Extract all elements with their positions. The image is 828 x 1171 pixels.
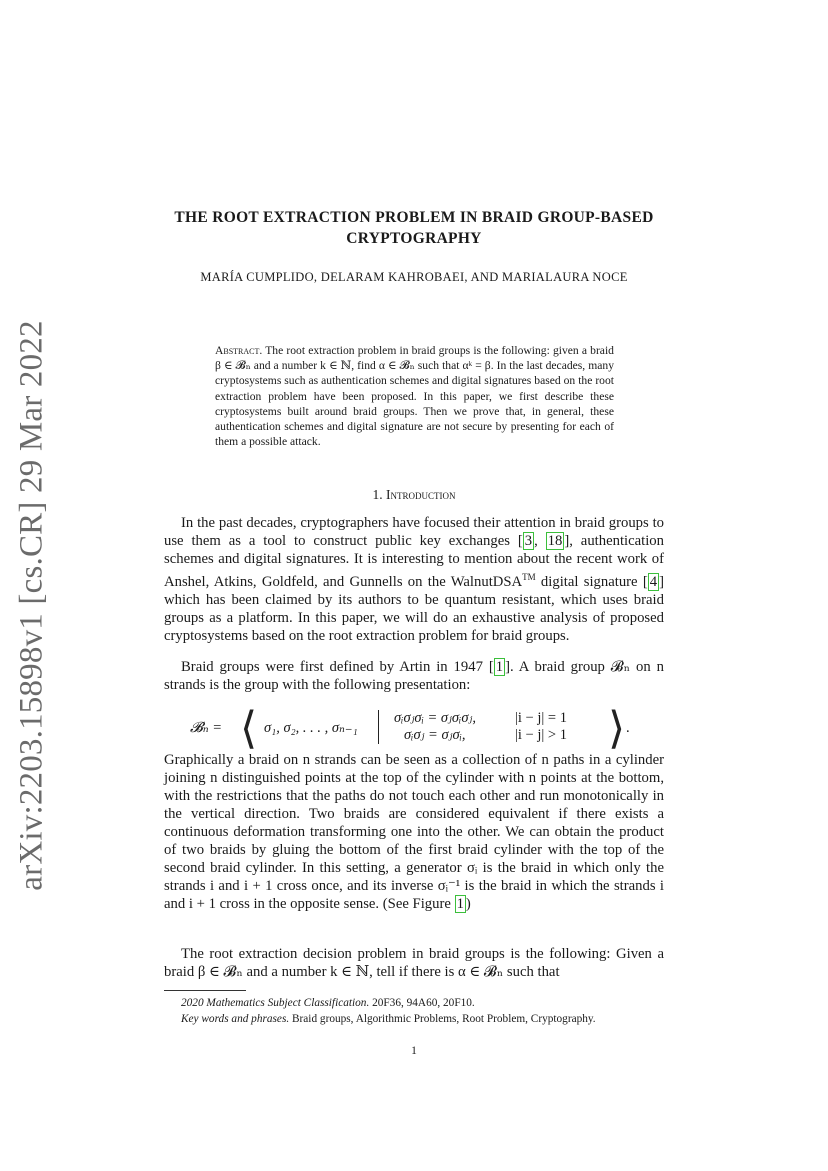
arxiv-id-text: arXiv:2203.15898v1 [cs.CR] 29 Mar 2022	[13, 319, 50, 891]
body-paragraph-4: The root extraction decision problem in braid groups is the following: Given a braid β ∈ 𝓑ₙ and a number k ∈ ℕ, tell if there is α ∈ 𝓑ₙ such that	[164, 946, 664, 980]
section-title: Introduction	[386, 487, 456, 502]
citation-link[interactable]: 18	[547, 533, 563, 549]
right-angle-bracket: ⟩	[608, 704, 626, 753]
keywords-footnote	[164, 1012, 664, 1027]
relation-condition: |i − j| > 1	[515, 727, 567, 743]
text-run: ] which has been claimed by its authors to be quantum resistant, which uses braid groups as a platform. In this paper, we will do an exhaustive analysis of proposed cryptosystems based on the root extraction problem for braid groups.	[164, 573, 664, 644]
trademark-superscript: TM	[522, 572, 536, 582]
citation-link[interactable]: 3	[524, 533, 533, 549]
text-run: Braid groups were first defined by Artin in 1947 [	[181, 659, 494, 675]
arxiv-stamp	[12, 319, 52, 891]
body-paragraph-3	[164, 751, 664, 913]
commutation-relation: σᵢσⱼ = σⱼσᵢ,	[404, 727, 466, 743]
relation-condition: |i − j| = 1	[515, 710, 567, 726]
left-angle-bracket: ⟨	[240, 704, 258, 753]
braid-group-presentation	[190, 704, 650, 753]
figure-link[interactable]: 1	[456, 896, 464, 912]
text-run: )	[465, 896, 471, 912]
text-run: In the past decades, cryptographers have focused their attention in braid groups to use them as a tool to construct public key exchanges [	[164, 515, 664, 549]
equation-lhs: 𝓑ₙ =	[190, 720, 223, 736]
abstract	[215, 343, 614, 449]
paper-title: THE ROOT EXTRACTION PROBLEM IN BRAID GROUP-BASED CRYPTOGRAPHY	[174, 209, 654, 247]
citation-link[interactable]: 1	[495, 659, 504, 675]
intro-paragraph-1: In the past decades, cryptographers have focused their attention in braid groups to use them as a tool to construct public key exchanges [ 3 , 18 ], authentication schemes and digital signatures. It is interesting to mention about the recent work of Anshel, Atkins, Goldfeld, and Gunnells on the WalnutDSA™ digital signature [ 4 ] which has been claimed by its authors to be quantum resistant, which uses braid groups as a platform. In this paper, we will do an exhaustive analysis of proposed cryptosystems based on the root extraction problem for braid groups.	[164, 515, 664, 644]
footnote-rule	[164, 990, 246, 991]
text-run: ], authentication schemes and digital signatures. It is interesting to mention about the recent work of Anshel, Atkins, Goldfeld, and Gunnells on the WalnutDSA	[164, 533, 664, 590]
keywords-label: Key words and phrases.	[181, 1013, 290, 1025]
msc-codes: 20F36, 94A60, 20F10.	[372, 997, 475, 1009]
page-number: 1	[411, 1045, 417, 1057]
abstract-heading: Abstract.	[215, 344, 263, 357]
abstract-text: The root extraction problem in braid groups is the following: given a braid β ∈ 𝓑ₙ and a number k ∈ ℕ, find α ∈ 𝓑ₙ such that αᵏ = β. In the last decades, many cryptosystems such as authentication schemes and digital signatures based on the root extraction problem have been proposed. In this paper, we first describe these cryptosystems built around braid groups. Then we prove that, in general, these authentication schemes and digital signature are not secure by presenting for each of them a possible attack.	[215, 344, 614, 449]
author-list: MARÍA CUMPLIDO, DELARAM KAHROBAEI, AND MARIALAURA NOCE	[200, 270, 628, 284]
braid-relation: σᵢσⱼσᵢ = σⱼσᵢσⱼ,	[394, 710, 476, 726]
text-run: ]. A braid group 𝓑ₙ on n strands is the group with the following presentation:	[164, 659, 664, 693]
text-run: Graphically a braid on n strands can be seen as a collection of n paths in a cylinder joining n distinguished points at the top of the cylinder with n points at the bottom, with the restrictions that the paths do not touch each other and run monotonically in the vertical direction. Two braids are considered equivalent if there exists a continuous deformation transforming one into the other. We can obtain the product of two braids by gluing the bottom of the first braid cylinder with the top of the second braid cylinder. In this setting, a generator σᵢ is the braid in which only the strands i and i + 1 cross once, and its inverse σᵢ⁻¹ is the braid in which the strands i and i + 1 cross in the opposite sense. (See Figure	[164, 752, 664, 912]
section-heading	[164, 487, 664, 503]
msc-label: 2020 Mathematics Subject Classification.	[181, 997, 370, 1009]
separator-bar	[378, 710, 379, 744]
text-run: digital signature [	[535, 573, 648, 590]
citation-link[interactable]: 4	[649, 573, 658, 590]
keywords-text: Braid groups, Algorithmic Problems, Root Problem, Cryptography.	[292, 1013, 596, 1025]
msc-footnote	[164, 996, 664, 1011]
section-number: 1.	[372, 487, 383, 502]
equation-generators: σ₁, σ₂, . . . , σₙ₋₁	[264, 720, 358, 736]
equation-period: .	[626, 720, 630, 736]
intro-paragraph-2	[164, 658, 664, 694]
